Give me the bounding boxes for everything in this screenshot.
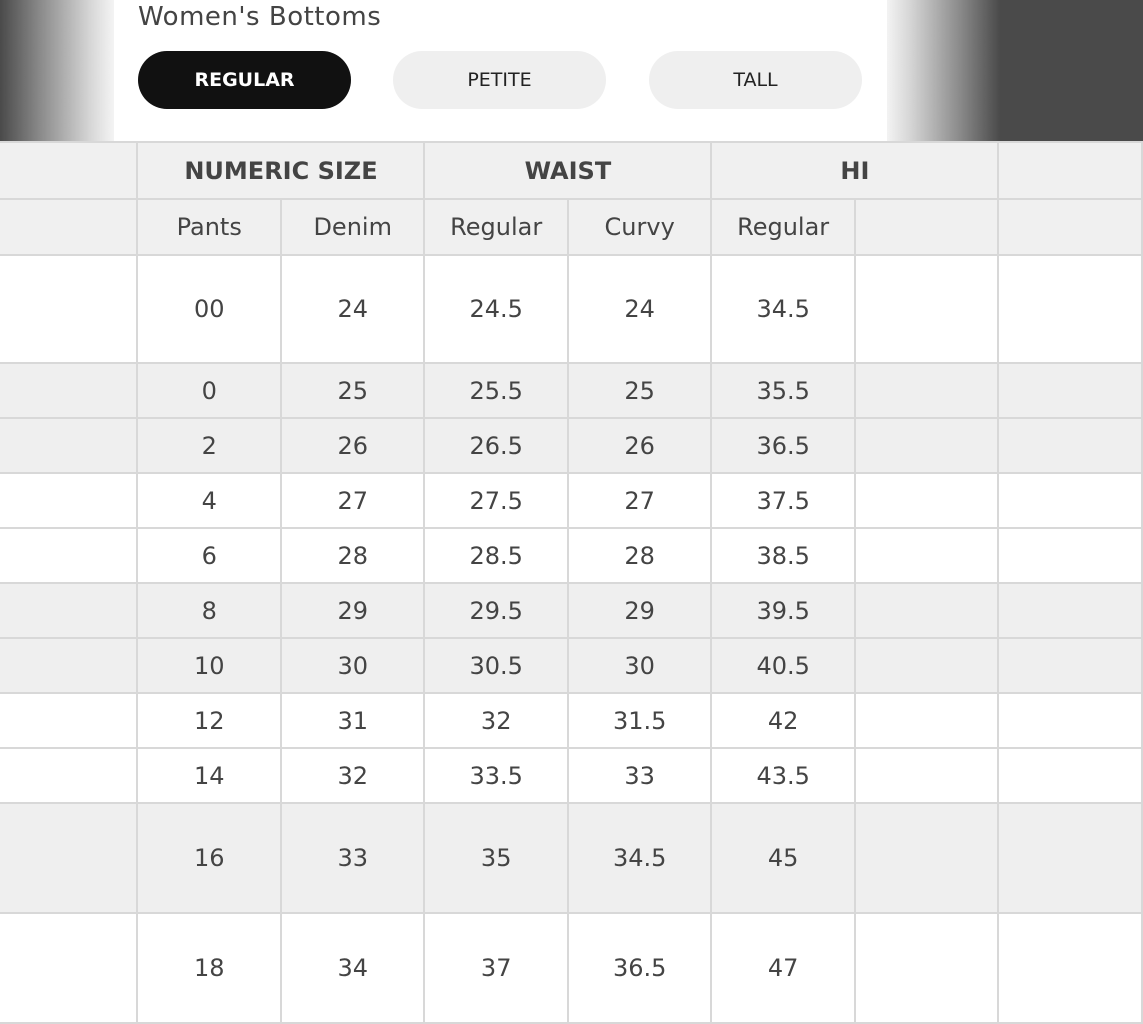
table-group-header-row	[0, 142, 1142, 199]
table-cell: 12	[137, 693, 280, 748]
table-cell-empty	[855, 473, 999, 528]
page-title: Women's Bottoms	[138, 2, 382, 32]
table-cell: 32	[424, 693, 567, 748]
table-cell: 6	[137, 528, 280, 583]
table-cell: 00	[137, 255, 280, 363]
table-cell: 24	[568, 255, 711, 363]
table-cell: 35	[424, 803, 567, 913]
table-cell: 4	[137, 473, 280, 528]
table-row	[0, 418, 1142, 473]
table-cell: 28	[281, 528, 424, 583]
table-cell: 30.5	[424, 638, 567, 693]
table-cell-hidden	[0, 803, 137, 913]
table-cell: 29.5	[424, 583, 567, 638]
table-row	[0, 638, 1142, 693]
table-cell: 27.5	[424, 473, 567, 528]
column-header-hip-next	[855, 199, 999, 255]
table-cell: 30	[568, 638, 711, 693]
table-cell-hidden	[998, 748, 1142, 803]
table-cell: 37.5	[711, 473, 854, 528]
table-cell-empty	[855, 418, 999, 473]
tab-regular[interactable]: REGULAR	[138, 51, 351, 109]
table-row	[0, 473, 1142, 528]
table-cell: 2	[137, 418, 280, 473]
table-cell: 24.5	[424, 255, 567, 363]
table-cell-empty	[855, 583, 999, 638]
table-cell: 43.5	[711, 748, 854, 803]
table-cell-hidden	[0, 748, 137, 803]
table-row	[0, 748, 1142, 803]
table-cell-hidden	[998, 528, 1142, 583]
table-cell: 47	[711, 913, 854, 1023]
table-row	[0, 803, 1142, 913]
table-cell: 27	[281, 473, 424, 528]
table-cell-empty	[855, 638, 999, 693]
table-cell: 14	[137, 748, 280, 803]
table-cell-hidden	[998, 693, 1142, 748]
table-cell: 29	[568, 583, 711, 638]
table-cell-empty	[855, 255, 999, 363]
column-header-waist-regular: Regular	[424, 199, 567, 255]
table-cell: 28	[568, 528, 711, 583]
table-row	[0, 255, 1142, 363]
table-cell: 36.5	[568, 913, 711, 1023]
table-cell: 40.5	[711, 638, 854, 693]
size-table-scroll[interactable]	[138, 141, 870, 1011]
table-cell: 25	[568, 363, 711, 418]
table-cell-hidden	[0, 583, 137, 638]
tab-tall[interactable]: TALL	[649, 51, 862, 109]
table-cell: 45	[711, 803, 854, 913]
table-row	[0, 363, 1142, 418]
table-row	[0, 693, 1142, 748]
table-cell-hidden	[998, 803, 1142, 913]
table-cell-empty	[855, 363, 999, 418]
table-cell: 16	[137, 803, 280, 913]
table-sub-header-row	[0, 199, 1142, 255]
table-cell-hidden	[0, 913, 137, 1023]
table-cell-hidden	[998, 418, 1142, 473]
group-header-hidden	[998, 142, 1142, 199]
table-row	[0, 528, 1142, 583]
table-cell: 33.5	[424, 748, 567, 803]
table-cell-empty	[855, 803, 999, 913]
table-cell: 34.5	[568, 803, 711, 913]
table-cell-hidden	[0, 255, 137, 363]
table-cell: 26	[568, 418, 711, 473]
table-cell-hidden	[998, 583, 1142, 638]
table-cell: 32	[281, 748, 424, 803]
table-cell: 31	[281, 693, 424, 748]
table-cell: 27	[568, 473, 711, 528]
table-cell: 34.5	[711, 255, 854, 363]
table-cell-empty	[855, 693, 999, 748]
table-cell: 24	[281, 255, 424, 363]
table-cell-hidden	[998, 638, 1142, 693]
size-chart-panel	[114, 0, 887, 1000]
table-cell: 34	[281, 913, 424, 1023]
column-header-waist-curvy: Curvy	[568, 199, 711, 255]
table-cell-hidden	[0, 418, 137, 473]
table-cell: 30	[281, 638, 424, 693]
table-cell: 33	[281, 803, 424, 913]
table-cell-hidden	[998, 363, 1142, 418]
table-row	[0, 583, 1142, 638]
table-cell-hidden	[0, 473, 137, 528]
table-cell-empty	[855, 913, 999, 1023]
table-cell: 29	[281, 583, 424, 638]
tab-petite[interactable]: PETITE	[393, 51, 606, 109]
column-header-pants: Pants	[137, 199, 280, 255]
column-header-hidden	[998, 199, 1142, 255]
table-cell-hidden	[0, 693, 137, 748]
group-header-hip: HI	[711, 142, 998, 199]
table-cell-hidden	[998, 473, 1142, 528]
table-cell: 0	[137, 363, 280, 418]
table-cell-hidden	[0, 638, 137, 693]
table-cell: 33	[568, 748, 711, 803]
table-cell: 36.5	[711, 418, 854, 473]
table-cell-hidden	[0, 363, 137, 418]
group-header-hidden	[0, 142, 137, 199]
table-cell: 42	[711, 693, 854, 748]
table-cell: 10	[137, 638, 280, 693]
group-header-waist: WAIST	[424, 142, 711, 199]
table-cell: 28.5	[424, 528, 567, 583]
table-cell: 26	[281, 418, 424, 473]
table-cell: 39.5	[711, 583, 854, 638]
table-cell-empty	[855, 748, 999, 803]
table-cell: 35.5	[711, 363, 854, 418]
table-cell: 38.5	[711, 528, 854, 583]
table-cell-hidden	[998, 255, 1142, 363]
table-cell: 25	[281, 363, 424, 418]
column-header-hidden	[0, 199, 137, 255]
table-cell: 8	[137, 583, 280, 638]
table-cell-hidden	[0, 528, 137, 583]
table-cell: 26.5	[424, 418, 567, 473]
table-cell: 25.5	[424, 363, 567, 418]
size-table	[0, 141, 1143, 1024]
table-cell: 31.5	[568, 693, 711, 748]
table-cell: 18	[137, 913, 280, 1023]
table-cell-hidden	[998, 913, 1142, 1023]
column-header-hip-regular: Regular	[711, 199, 854, 255]
table-row	[0, 913, 1142, 1023]
column-header-denim: Denim	[281, 199, 424, 255]
table-cell: 37	[424, 913, 567, 1023]
table-cell-empty	[855, 528, 999, 583]
group-header-numeric-size: NUMERIC SIZE	[137, 142, 424, 199]
